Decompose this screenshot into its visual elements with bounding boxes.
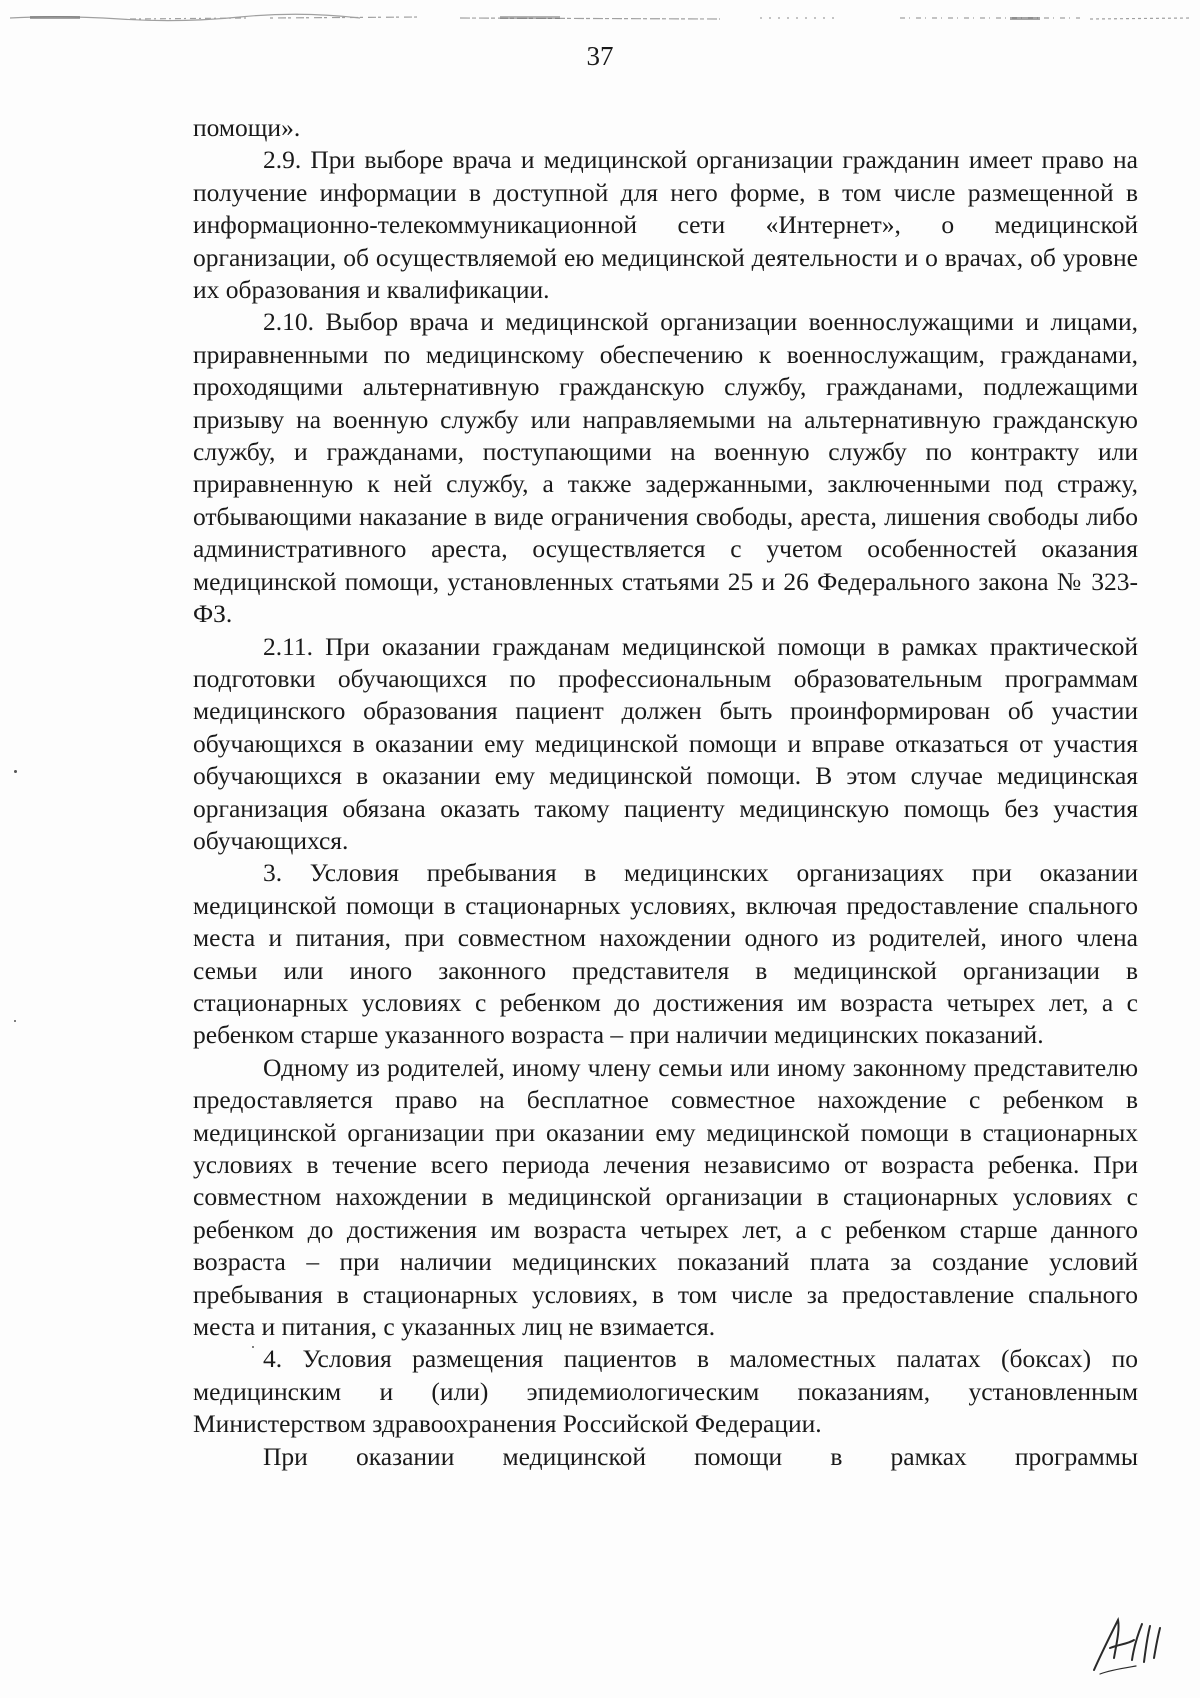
paragraph-2-9: 2.9. При выборе врача и медицинской организации гражданин имеет право на получение информации в доступной для него форме, в том числе размещенной в информационно-телекоммуникационной сети «Интернет», о медицинской организации, об осуществляемой ею медицинской деятельности и о врачах, об уровне их образования и квалификации. xyxy=(193,145,1138,305)
signature-initials-mark xyxy=(1080,1600,1180,1680)
scan-edge-noise xyxy=(0,10,1200,26)
paragraph-4: 4. Условия размещения пациентов в маломестных палатах (боксах) по медицинским и (или) эпидемиологическим показаниям, установленным Министерством здравоохранения Российской Федерации. xyxy=(193,1344,1138,1439)
paragraph-3-accompanying-parent: Одному из родителей, иному члену семьи или иному законному представителю предоставляется право на бесплатное совместное нахождение с ребенком в медицинской организации при оказании ему медицинской помощи в стационарных условиях в течение всего периода лечения независимо от возраста ребенка. При совместном нахождении в медицинской организации в стационарных условиях с ребенком до достижения им возраста четырех лет, а с ребенком старше данного возраста – при наличии медицинских показаний плата за создание условий пребывания в стационарных условиях, в том числе за предоставление спального места и питания, с указанных лиц не взимается. xyxy=(193,1052,1138,1342)
paragraph-2-11: 2.11. При оказании гражданам медицинской помощи в рамках практической подготовки обучающихся по профессиональным образовательным программам медицинского образования пациент должен быть проинформирован об участии обучающихся в оказании ему медицинской помощи и вправе отказаться от участия обучающихся в оказании ему медицинской помощи. В этом случае медицинская организация обязана оказать такому пациенту медицинскую помощь без участия обучающихся. xyxy=(193,631,1138,855)
document-body xyxy=(193,112,1138,1473)
scan-speck xyxy=(252,1346,254,1348)
paragraph-2-10: 2.10. Выбор врача и медицинской организации военнослужащими и лицами, приравненными по медицинскому обеспечению к военнослужащим, гражданами, проходящими альтернативную гражданскую службу, гражданами, подлежащими призыву на военную службу или направляемыми на альтернативную гражданскую службу, и гражданами, поступающими на военную службу по контракту или приравненную к ней службу, а также задержанными, заключенными под стражу, отбывающими наказание в виде ограничения свободы, ареста, лишения свободы либо административного ареста, осуществляется с учетом особенностей оказания медицинской помощи, установленных статьями 25 и 26 Федерального закона № 323-ФЗ. xyxy=(193,307,1138,629)
paragraph-3: 3. Условия пребывания в медицинских организациях при оказании медицинской помощи в стационарных условиях, включая предоставление спального места и питания, при совместном нахождении одного из родителей, иного члена семьи или иного законного представителя в медицинской организации в стационарных условиях с ребенком до достижения им возраста четырех лет, а с ребенком старше указанного возраста – при наличии медицинских показаний. xyxy=(193,858,1138,1050)
scan-speck xyxy=(14,770,17,773)
scan-speck xyxy=(14,1020,16,1022)
paragraph-4-continued: При оказании медицинской помощи в рамках программы xyxy=(263,1441,1138,1471)
paragraph-continuation: помощи». xyxy=(193,113,301,142)
page-number: 37 xyxy=(586,41,614,71)
